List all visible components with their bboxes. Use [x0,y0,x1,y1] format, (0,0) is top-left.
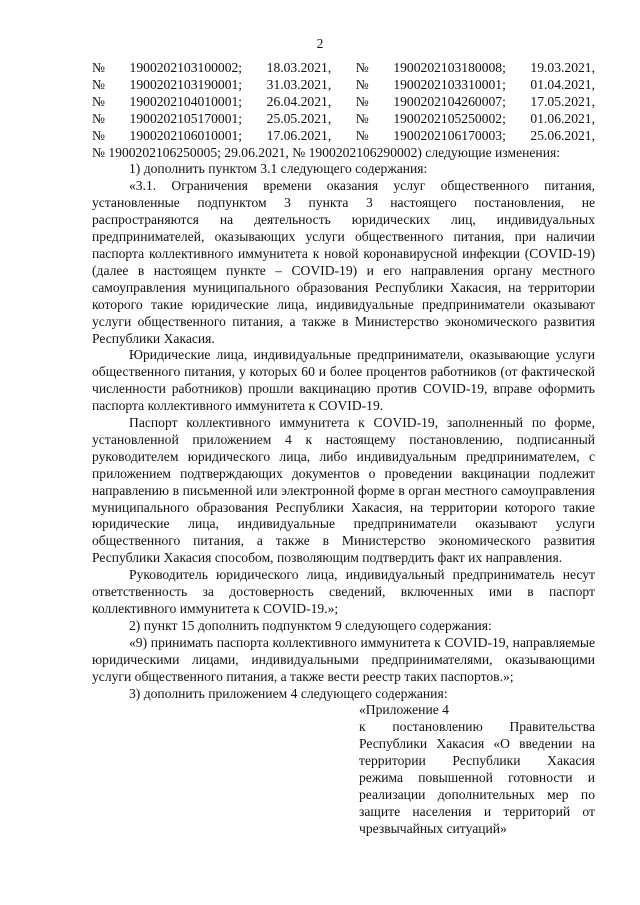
paragraph-3-1: «3.1. Ограничения времени оказания услуг общественного питания, установленные подпунктом 3 пункта 3 настоящего постановления, не распространяются на деятельность юридических лиц, индивидуальных предпринимателей, оказывающих услуги общественного питания, при наличии паспорта коллективного иммунитета к новой коронавирусной инфекции (COVID-19) (далее в настоящем пункте – COVID-19) и его направления органу местного самоуправления муниципального образования Республики Хакасия, на территории которого такие юридические лица, индивидуальные предприниматели оказывают услуги общественного питания, а также в Министерство экономического развития Республики Хакасия. [92,178,595,346]
registry-cell: 25.05.2021, [266,110,332,126]
amendment-item-2: 2) пункт 15 дополнить подпунктом 9 следующего содержания: [129,617,492,633]
registry-cell: 1900202106170003; [393,127,506,143]
registry-cell: № [355,127,369,143]
appendix-title: «Приложение 4 [359,702,449,718]
registry-cell: 19.03.2021, [530,60,595,75]
registry-cell: 1900202104260007; [393,93,506,109]
registry-row [92,94,595,111]
registry-cell: 1900202104010001; [129,93,243,109]
paragraph-vaccination: Юридические лица, индивидуальные предприниматели, оказывающие услуги общественного питания, у которых 60 и более процентов работников (от фактической численности работников) прошли вакцинацию против COVID-19, вправе оформить паспорта коллективного иммунитета к COVID-19. [92,347,595,414]
amendment-item-3: 3) дополнить приложением 4 следующего содержания: [129,685,448,701]
registry-cell: № [355,110,369,126]
registry-row [92,60,595,77]
registry-cell: 17.05.2021, [530,93,595,109]
registry-cell: № [92,127,105,143]
registry-row [92,128,595,145]
registry-cell: 01.04.2021, [530,76,595,92]
paragraph-passport-submission: Паспорт коллективного иммунитета к COVID-19, заполненный по форме, установленной приложением 4 к настоящему постановлению, подписанный руководителем юридического лица, либо индивидуальным предпринимателем, с приложением подтверждающих документов о проведении вакцинации подлежит направлению в письменной или электронной форме в орган местного самоуправления муниципального образования Республики Хакасия, на территории которого такие юридические лица, индивидуальные предприниматели оказывают услуги общественного питания, а также в Министерство экономического развития Республики Хакасия способом, позволяющим подтвердить факт их направления. [92,415,595,566]
page-number: 2 [316,36,324,51]
registry-cell: 01.06.2021, [530,110,595,126]
registry-cell: 17.06.2021, [266,127,332,143]
registry-cell: 1900202103100002; [129,60,243,75]
registry-cell: 1900202103180008; [393,60,506,75]
registry-cell: 1900202106010001; [129,127,243,143]
appendix-body: к постановлению Правительства Республики Хакасия «О введении на территории Республики Хакасия режима повышенной готовности и реализации дополнительных мер по защите населения и территорий от чрезвычайных ситуаций» [359,719,595,836]
registry-row [92,111,595,128]
paragraph-responsibility: Руководитель юридического лица, индивидуальный предприниматель несут ответственность за достоверность сведений, включенных ими в паспорт коллективного иммунитета к COVID-19.»; [92,567,595,616]
registry-cell: 25.06.2021, [530,127,595,143]
registry-row [92,77,595,94]
subitem-9: «9) принимать паспорта коллективного иммунитета к COVID-19, направляемые юридическими лицами, индивидуальными предпринимателями, оказывающими услуги общественного питания, а также вести реестр таких паспортов.»; [92,634,595,684]
registry-cell: № [355,93,369,109]
registry-cell: № [92,76,105,92]
registry-cell: 1900202105170001; [129,110,243,126]
registry-cell: № [92,93,105,109]
amendment-item-1: 1) дополнить пунктом 3.1 следующего содержания: [129,161,428,177]
registry-tail: № 1900202106250005; 29.06.2021, № 1900202106290002) следующие изменения: [92,144,560,160]
registry-cell: № [355,76,369,92]
registry-cell: № [92,110,105,126]
registry-cell: № [92,60,105,75]
registry-cell: 1900202103190001; [129,76,243,92]
registry-list [92,60,595,161]
registry-cell: 18.03.2021, [266,60,332,75]
document-body [92,60,595,838]
registry-cell: 31.03.2021, [266,76,332,92]
registry-cell: № [355,60,369,75]
appendix-heading [359,702,595,837]
registry-cell: 26.04.2021, [266,93,332,109]
registry-cell: 1900202103310001; [393,76,506,92]
registry-cell: 1900202105250002; [393,110,506,126]
